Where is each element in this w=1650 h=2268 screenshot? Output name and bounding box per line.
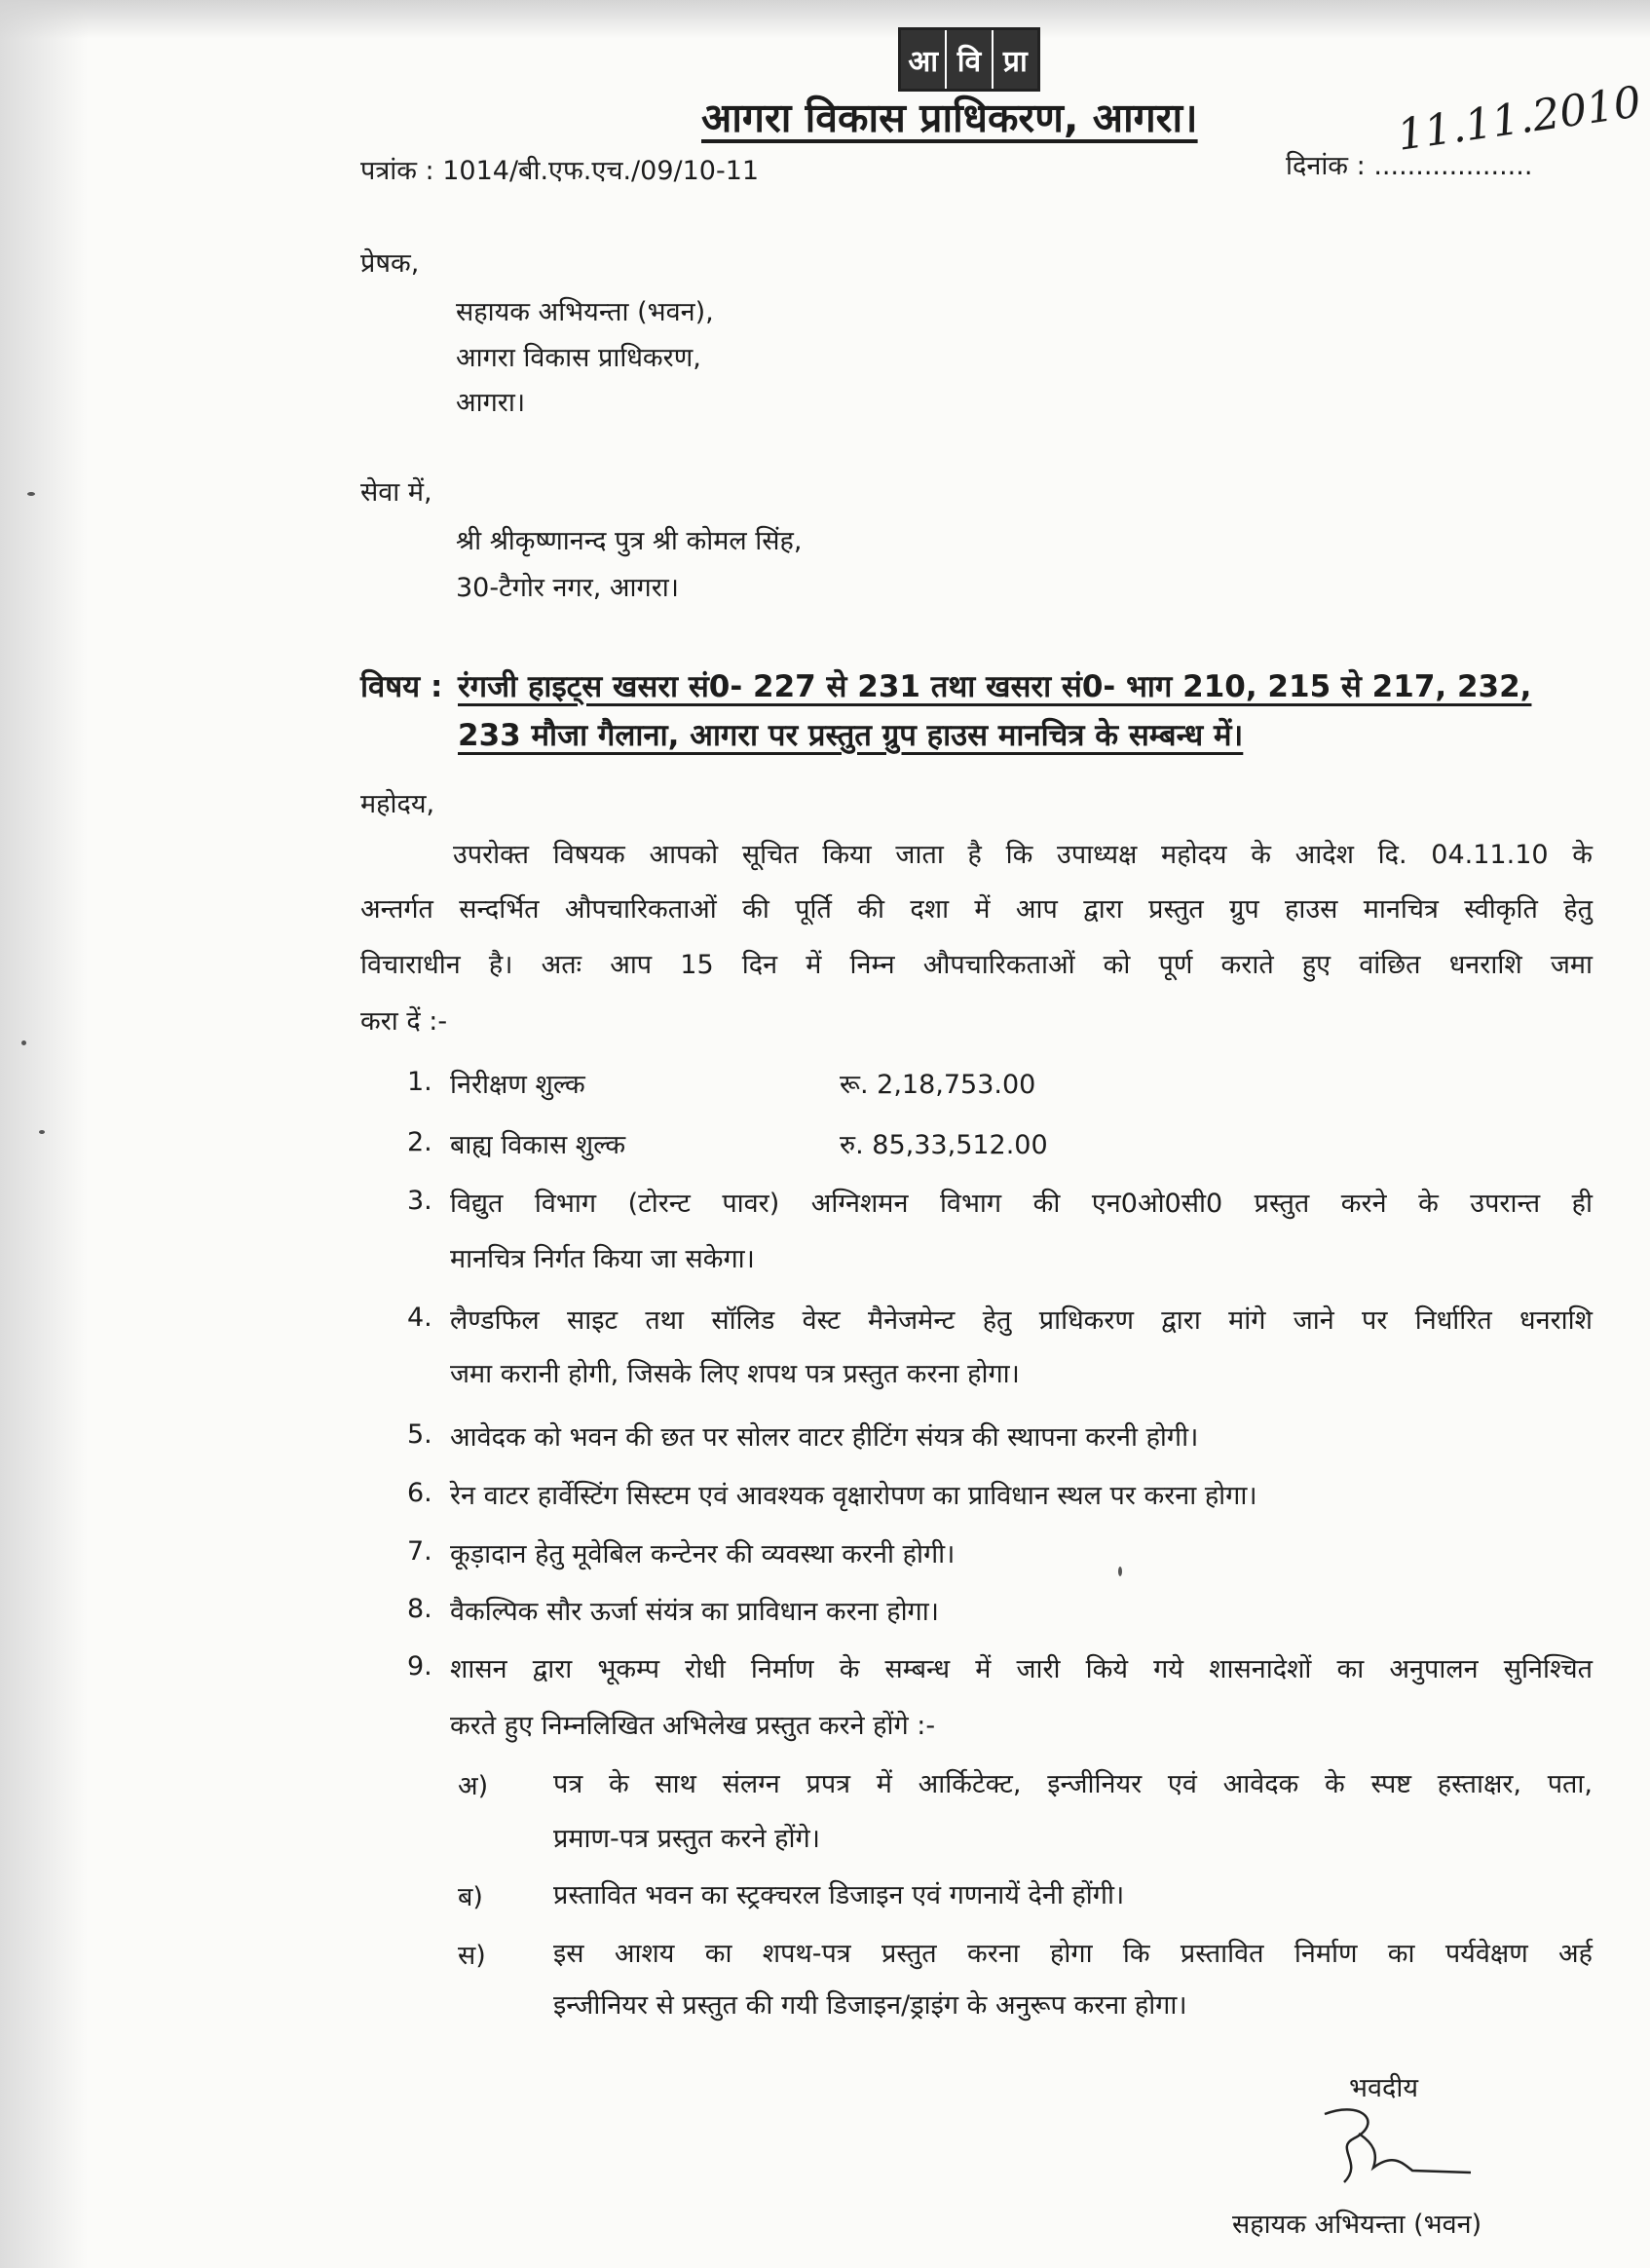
body-line: अन्तर्गत सन्दर्भित औपचारिकताओं की पूर्ति की दशा में आप द्वारा प्रस्तुत ग्रुप हाउस मानचित्र स्वीकृति हेतु <box>360 894 1593 925</box>
fee-amount: रू. 2,18,753.00 <box>840 1070 1036 1100</box>
condition-line: आवेदक को भवन की छत पर सोलर वाटर हीटिंग संयत्र की स्थापना करनी होगी। <box>450 1422 1199 1453</box>
item-number: 5. <box>407 1419 432 1450</box>
condition-line: वैकल्पिक सौर ऊर्जा संयंत्र का प्राविधान करना होगा। <box>450 1597 939 1627</box>
signatory-designation: सहायक अभियन्ता (भवन) <box>1232 2210 1482 2240</box>
item-number: 6. <box>407 1478 432 1508</box>
ref-label: पत्रांक : <box>360 156 434 186</box>
date-dots: ................... <box>1373 151 1533 181</box>
scan-speck <box>39 1130 45 1134</box>
ref-number: 1014/बी.एफ.एच./09/10-11 <box>442 156 760 186</box>
fee-label: बाह्य विकास शुल्क <box>450 1130 626 1160</box>
body-line: उपरोक्त विषयक आपको सूचित किया जाता है कि उपाध्यक्ष महोदय के आदेश दि. 04.11.10 के <box>453 840 1593 870</box>
sender-label: प्रेषक, <box>360 248 420 279</box>
sender-line: आगरा। <box>456 388 526 418</box>
item-number: 7. <box>407 1536 432 1567</box>
logo-letter: आ <box>901 30 945 89</box>
condition-line: शासन द्वारा भूकम्प रोधी निर्माण के सम्बन्ध में जारी किये गये शासनादेशों का अनुपालन सुनिश्चित <box>450 1654 1593 1684</box>
scan-speck <box>21 1040 26 1045</box>
scan-speck <box>27 492 35 496</box>
recipient-line: 30-टैगोर नगर, आगरा। <box>456 573 679 603</box>
fee-amount: रु. 85,33,512.00 <box>840 1130 1048 1160</box>
signature-image <box>1305 2095 1490 2192</box>
scan-speck <box>1118 1567 1122 1576</box>
item-number: 4. <box>407 1303 432 1333</box>
sub-item-line: पत्र के साथ संलग्न प्रपत्र में आर्किटेक्ट, इन्जीनियर एवं आवेदक के स्पष्ट हस्ताक्षर, पता, <box>553 1769 1593 1799</box>
subject-label: विषय : <box>360 669 443 704</box>
item-number: 9. <box>407 1651 432 1682</box>
sub-item-line: प्रस्तावित भवन का स्ट्रक्चरल डिजाइन एवं गणनायें देनी होंगी। <box>553 1880 1125 1910</box>
item-number: 2. <box>407 1127 432 1157</box>
item-number: 1. <box>407 1067 432 1097</box>
salutation: महोदय, <box>360 789 435 819</box>
sub-item-mark: स) <box>458 1941 486 1971</box>
sub-item-line: इन्जीनियर से प्रस्तुत की गयी डिजाइन/ड्राइंग के अनुरूप करना होगा। <box>553 1990 1187 2021</box>
date-label: दिनांक : <box>1286 151 1366 181</box>
handwritten-date: 11.11.2010 <box>1394 77 1645 161</box>
scan-shadow-left <box>0 0 88 2268</box>
scan-shadow-top <box>0 0 1650 39</box>
condition-line: जमा करानी होगी, जिसके लिए शपथ पत्र प्रस्तुत करना होगा। <box>450 1359 1020 1389</box>
body-line: करा दें :- <box>360 1006 448 1037</box>
sender-line: आगरा विकास प्राधिकरण, <box>456 343 701 373</box>
condition-line: रेन वाटर हार्वेस्टिंग सिस्टम एवं आवश्यक वृक्षारोपण का प्राविधान स्थल पर करना होगा। <box>450 1481 1257 1511</box>
authority-logo <box>898 27 1040 92</box>
recipient-line: श्री श्रीकृष्णानन्द पुत्र श्री कोमल सिंह, <box>456 526 803 556</box>
fee-label: निरीक्षण शुल्क <box>450 1070 585 1100</box>
condition-line: विद्युत विभाग (टोरन्ट पावर) अग्निशमन विभाग की एन0ओ0सी0 प्रस्तुत करने के उपरान्त ही <box>450 1189 1593 1219</box>
logo-letter: प्रा <box>992 30 1037 89</box>
subject-line: 233 मौजा गैलाना, आगरा पर प्रस्तुत ग्रुप हाउस मानचित्र के सम्बन्ध में। <box>458 718 1244 753</box>
item-number: 3. <box>407 1186 432 1216</box>
condition-line: लैण्डफिल साइट तथा सॉलिड वेस्ट मैनेजमेन्ट हेतु प्राधिकरण द्वारा मांगे जाने पर निर्धारित धनराशि <box>450 1305 1593 1336</box>
sub-item-line: इस आशय का शपथ-पत्र प्रस्तुत करना होगा कि प्रस्तावित निर्माण का पर्यवेक्षण अर्ह <box>553 1939 1593 1969</box>
valediction: भवदीय <box>1349 2073 1418 2103</box>
sender-line: सहायक अभियन्ता (भवन), <box>456 297 714 327</box>
sub-item-mark: ब) <box>458 1882 483 1912</box>
recipient-label: सेवा में, <box>360 477 432 508</box>
condition-line: मानचित्र निर्गत किया जा सकेगा। <box>450 1244 755 1274</box>
sub-item-mark: अ) <box>458 1771 489 1801</box>
condition-line: करते हुए निम्नलिखित अभिलेख प्रस्तुत करने होंगे :- <box>450 1711 936 1741</box>
authority-heading: आगरा विकास प्राधिकरण, आगरा। <box>701 94 1198 141</box>
logo-letter: वि <box>945 30 991 89</box>
body-line: विचाराधीन है। अतः आप 15 दिन में निम्न औपचारिकताओं को पूर्ण कराते हुए वांछित धनराशि जमा <box>360 950 1593 980</box>
reference-line <box>360 156 759 187</box>
subject-line: रंगजी हाइट्स खसरा सं0- 227 से 231 तथा खसरा सं0- भाग 210, 215 से 217, 232, <box>458 669 1532 704</box>
item-number: 8. <box>407 1594 432 1624</box>
condition-line: कूड़ादान हेतु मूवेबिल कन्टेनर की व्यवस्था करनी होगी। <box>450 1539 956 1569</box>
sub-item-line: प्रमाण-पत्र प्रस्तुत करने होंगे। <box>553 1824 820 1854</box>
